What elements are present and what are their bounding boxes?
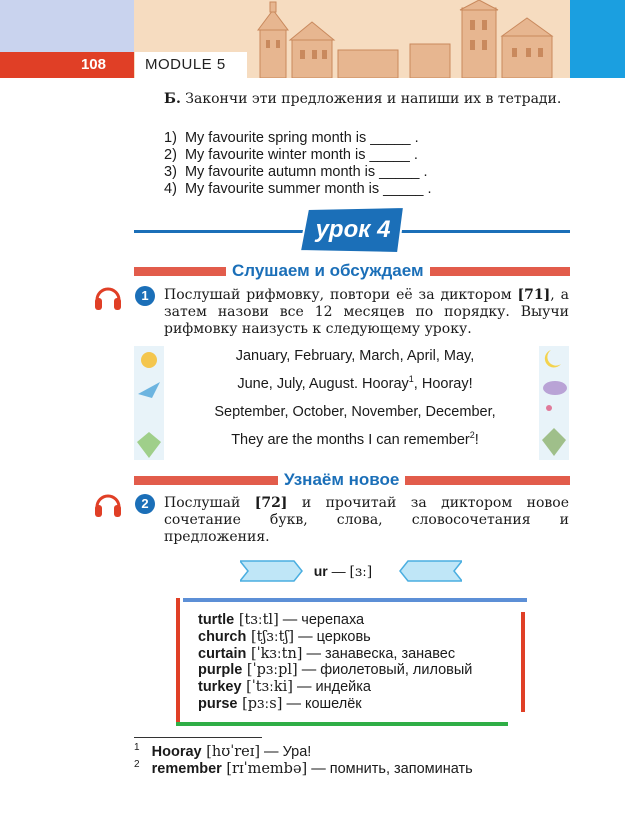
sentence-item: 1) My favourite spring month is _____ . [164, 130, 419, 146]
footnote-transcription: [hʊˈreɪ] [201, 744, 261, 760]
task-1-text-end: , а затем назови все 12 месяцев по порядку. Выучи рифмовку наизусть к следующему уроку. [164, 287, 569, 337]
header-corner-panel [0, 0, 134, 58]
footnote-item [134, 744, 473, 761]
word-item [198, 679, 472, 696]
word-term: turkey [198, 679, 242, 696]
word-box-top-border [183, 598, 527, 602]
word-translation: — индейка [292, 679, 371, 696]
rhyme-line [170, 370, 540, 398]
audio-track-ref: [71] [517, 287, 551, 303]
word-item [198, 696, 472, 713]
rhyme-line-end: ! [474, 432, 479, 448]
word-term: church [198, 628, 247, 645]
word-term: turtle [198, 612, 235, 628]
word-transcription: [tɜːtl] [234, 612, 279, 628]
lesson-title: урок 4 [315, 216, 391, 243]
word-item [198, 612, 472, 629]
footnote-meaning: — Ура! [260, 744, 312, 760]
header-right-panel [570, 0, 625, 78]
word-translation: — кошелёк [282, 695, 362, 712]
word-transcription: [tʃɜːtʃ] [246, 628, 295, 645]
footnotes [134, 744, 473, 778]
task-1-text [164, 287, 569, 338]
audio-track-ref: [72] [254, 495, 288, 511]
page-number: 108 [0, 52, 134, 78]
rhyme-line-text: June, July, August. Hooray [237, 376, 409, 392]
footnote-word: remember [151, 761, 222, 777]
footnote-meaning: — помнить, запоминать [307, 761, 473, 777]
sentence-item: 3) My favourite autumn month is _____ . [164, 164, 428, 180]
rhyme-block [170, 342, 540, 454]
footnote-ref: 2 [469, 430, 475, 441]
city-skyline-illustration [240, 0, 570, 78]
rhyme-line: January, February, March, April, May, [235, 348, 475, 364]
footnote-item [134, 761, 473, 778]
headphones-icon [93, 282, 123, 312]
letter-combo-dash: — [327, 563, 350, 579]
word-box-right-border [521, 612, 525, 712]
letter-combo-letters: ur [313, 563, 328, 579]
footnote-number: 2 [134, 759, 140, 771]
word-translation: — фиолетовый, лиловый [297, 662, 473, 679]
word-box-left-border [176, 598, 180, 726]
section-title-listen: Слушаем и обсуждаем [226, 261, 430, 281]
task-1-text-start: Послушай рифмовку, повтори её за диктором [164, 287, 518, 303]
task-b-text: Закончи эти предложения и напиши их в тетради. [185, 91, 562, 107]
task-2-text-start: Послушай [164, 495, 255, 511]
word-item [198, 629, 472, 646]
word-translation: — занавеска, занавес [302, 645, 456, 662]
word-item [198, 646, 472, 663]
footnote-word: Hooray [151, 744, 202, 760]
task-2-text [164, 495, 569, 546]
footnote-number: 1 [134, 742, 140, 754]
module-label: MODULE 5 [135, 52, 247, 78]
word-transcription: [ˈpɜːpl] [242, 662, 298, 679]
word-translation: — церковь [294, 628, 371, 645]
task-number-badge: 2 [135, 494, 155, 514]
sentence-item: 2) My favourite winter month is _____ . [164, 147, 418, 163]
word-translation: — черепаха [278, 612, 365, 628]
footnote-ref: 1 [408, 374, 414, 385]
letter-combo [268, 560, 418, 583]
word-term: purse [198, 695, 238, 712]
footnote-transcription: [rɪˈmembə] [221, 761, 308, 777]
word-term: curtain [198, 645, 247, 662]
word-transcription: [ˈtɜːki] [241, 679, 293, 696]
rhyme-line-end: , Hooray! [413, 376, 473, 392]
footnote-divider [134, 737, 262, 738]
sentence-list [164, 130, 432, 198]
task-2-text-end: и прочитай за диктором новое сочетание букв, слова, словосочетания и предложения. [164, 495, 569, 545]
task-b-letter: Б. [164, 91, 181, 107]
decor-left-strip [134, 346, 164, 460]
word-transcription: [pɜːs] [237, 695, 283, 712]
section-title-new: Узнаём новое [278, 470, 405, 490]
task-b-instruction [164, 90, 572, 109]
rhyme-line: September, October, November, December, [214, 404, 496, 420]
sentence-item: 4) My favourite summer month is _____ . [164, 181, 432, 197]
word-term: purple [198, 662, 243, 679]
word-transcription: [ˈkɜːtn] [246, 645, 303, 662]
word-box-bottom-border [176, 722, 508, 726]
decor-right-strip [539, 346, 569, 460]
rhyme-line [170, 426, 540, 454]
word-item [198, 662, 472, 679]
letter-combo-sound: [ɜː] [349, 564, 373, 580]
rhyme-line-text: They are the months I can remember [231, 432, 470, 448]
headphones-icon [93, 489, 123, 519]
word-list [198, 612, 472, 713]
task-number-badge: 1 [135, 286, 155, 306]
